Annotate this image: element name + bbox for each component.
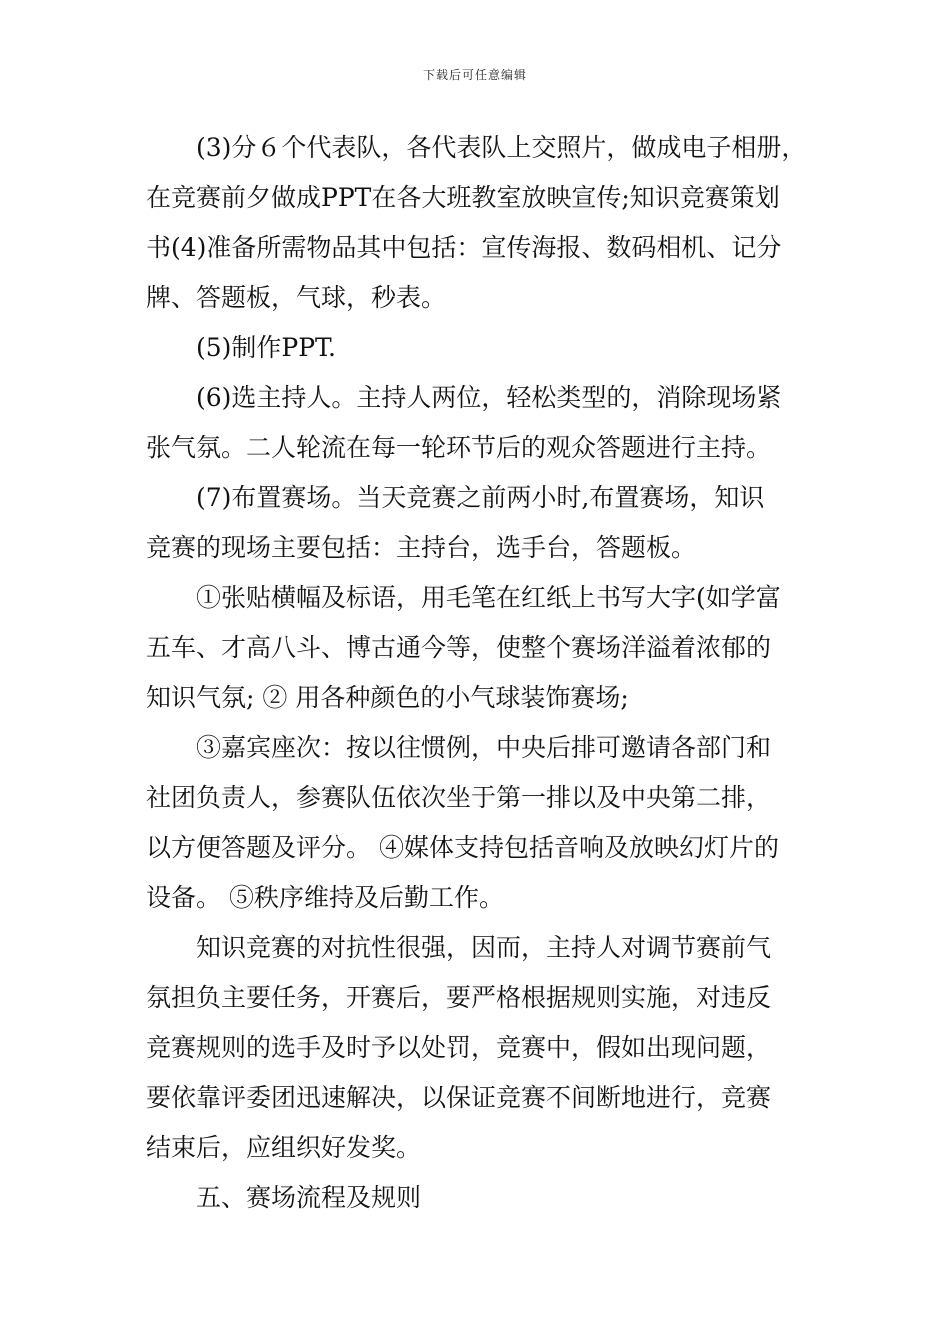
text-line: (6)选主持人。主持人两位，轻松类型的，消除现场紧 bbox=[196, 383, 782, 412]
text-line: ①张贴横幅及标语，用毛笔在红纸上书写大字(如学富 bbox=[196, 583, 781, 612]
text-line: 社团负责人，参赛队伍依次坐于第一排以及中央第二排， bbox=[146, 783, 772, 812]
text-line: 设备。 ⑤秩序维持及后勤工作。 bbox=[146, 883, 504, 912]
text-line: 氛担负主要任务，开赛后，要严格根据规则实施，对违反 bbox=[146, 983, 772, 1012]
text-line: (5)制作PPT. bbox=[196, 333, 337, 362]
text-line: 知识气氛; ② 用各种颜色的小气球装饰赛场; bbox=[146, 683, 629, 712]
text-line: 结束后，应组织好发奖。 bbox=[146, 1133, 422, 1162]
section-heading: 五、赛场流程及规则 bbox=[196, 1183, 422, 1212]
document-body bbox=[146, 128, 816, 1228]
text-line: (7)布置赛场。当天竞赛之前两小时,布置赛场，知识 bbox=[196, 483, 765, 512]
text-line: 竞赛的现场主要包括：主持台，选手台，答题板。 bbox=[146, 533, 697, 562]
text-line: ③嘉宾座次：按以往惯例，中央后排可邀请各部门和 bbox=[196, 733, 772, 762]
text-line: 知识竞赛的对抗性很强，因而，主持人对调节赛前气 bbox=[196, 933, 772, 962]
text-line: 以方便答题及评分。 ④媒体支持包括音响及放映幻灯片的 bbox=[146, 833, 779, 862]
text-line: 五车、才高八斗、博古通今等，使整个赛场洋溢着浓郁的 bbox=[146, 633, 772, 662]
text-line: 书(4)准备所需物品其中包括：宣传海报、数码相机、记分 bbox=[146, 233, 782, 262]
text-line: 要依靠评委团迅速解决，以保证竞赛不间断地进行，竞赛 bbox=[146, 1083, 772, 1112]
text-line: 牌、答题板，气球，秒表。 bbox=[146, 283, 447, 312]
text-line: 张气氛。二人轮流在每一轮环节后的观众答题进行主持。 bbox=[146, 433, 772, 462]
text-line: 在竞赛前夕做成PPT在各大班教室放映宣传;知识竞赛策划 bbox=[146, 183, 780, 212]
text-line: (3)分６个代表队，各代表队上交照片，做成电子相册， bbox=[196, 133, 807, 162]
text-line: 竞赛规则的选手及时予以处罚，竞赛中，假如出现问题， bbox=[146, 1033, 772, 1062]
page-header-note: 下载后可任意编辑 bbox=[422, 68, 527, 82]
